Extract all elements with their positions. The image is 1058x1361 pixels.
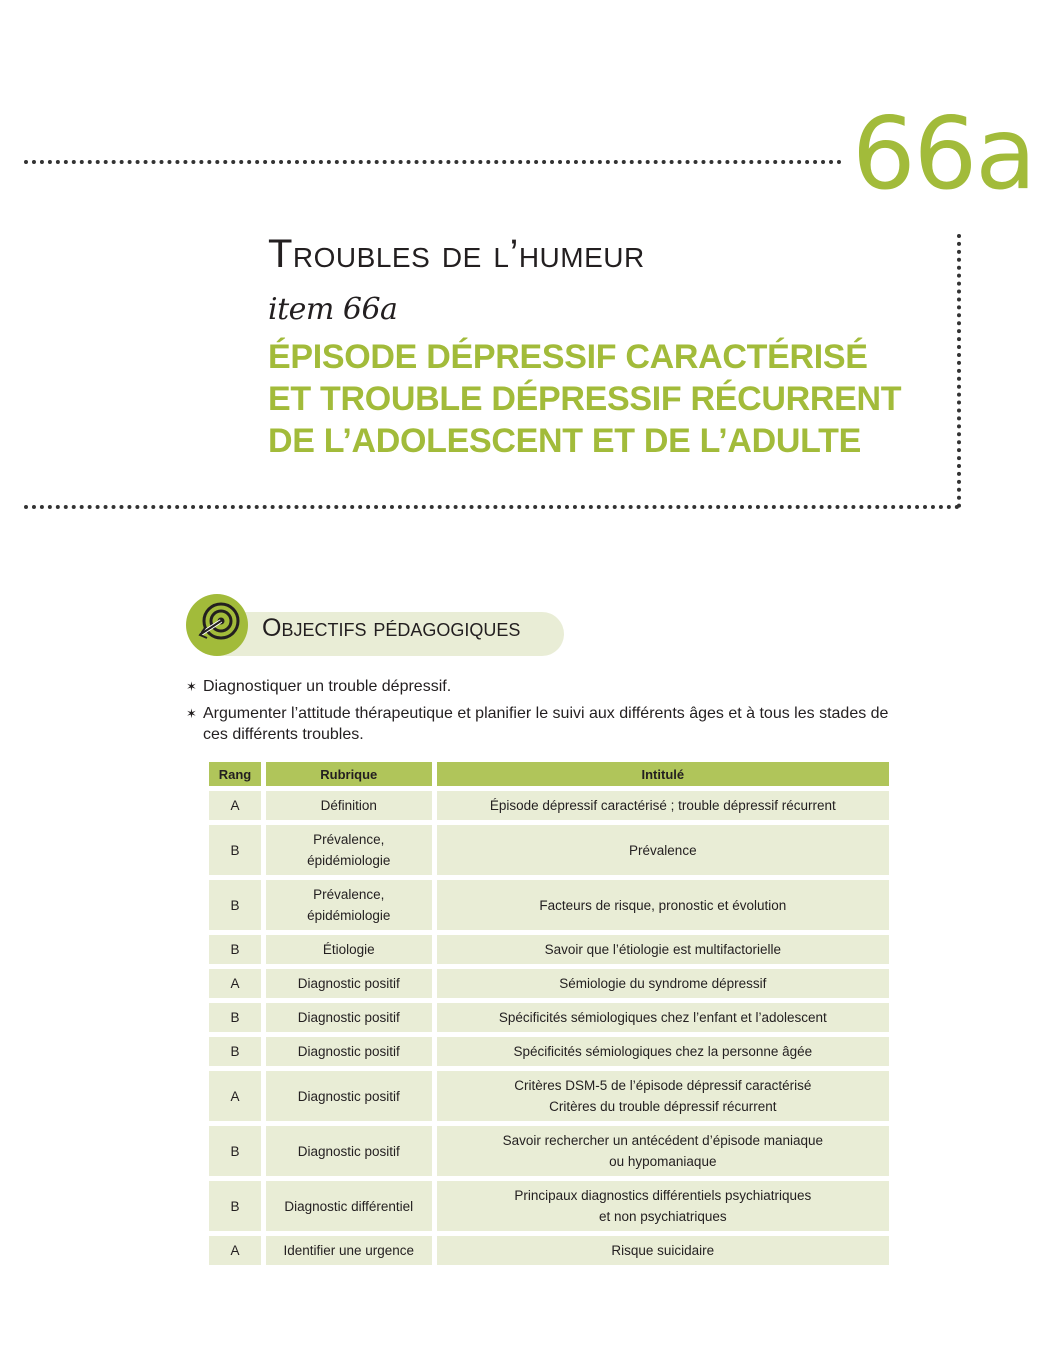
table-header-row	[209, 762, 889, 786]
item-title-line: DE L’ADOLESCENT ET DE L’ADULTE	[268, 422, 861, 460]
objective-text: Argumenter l’attitude thérapeutique et planifier le suivi aux différents âges et à tous les stades de ces différents troubles.	[203, 705, 889, 743]
column-header-intitule: Intitulé	[437, 762, 889, 786]
top-dotted-rule	[24, 160, 842, 164]
cell-rubrique	[266, 969, 432, 998]
cell-rang: A	[209, 1236, 261, 1265]
cell-rang: A	[209, 1071, 261, 1121]
table-row	[209, 880, 889, 930]
cell-rubrique-line: Diagnostic positif	[297, 1010, 400, 1025]
cell-intitule	[437, 1003, 889, 1032]
cell-rang: A	[209, 791, 261, 820]
cell-rubrique	[266, 825, 432, 875]
item-title	[268, 336, 908, 462]
table-row	[209, 1071, 889, 1121]
cell-rubrique-line: Prévalence,	[313, 887, 385, 902]
cell-intitule-line: Sémiologie du syndrome dépressif	[559, 976, 767, 991]
cell-rang: B	[209, 825, 261, 875]
bottom-dotted-rule	[24, 505, 960, 509]
item-label: item 66a	[268, 292, 398, 327]
table-row	[209, 1126, 889, 1176]
cell-intitule-line: Épisode dépressif caractérisé ; trouble dépressif récurrent	[489, 798, 836, 813]
cell-intitule	[437, 1071, 889, 1121]
cell-intitule	[437, 1126, 889, 1176]
cell-rang: B	[209, 935, 261, 964]
cell-rubrique-line: épidémiologie	[307, 853, 391, 868]
table-row	[209, 935, 889, 964]
cell-rubrique-line: épidémiologie	[307, 908, 391, 923]
cell-intitule-line: Principaux diagnostics différentiels psychiatriques	[514, 1188, 812, 1203]
cell-rang: A	[209, 969, 261, 998]
cell-intitule-line: Critères du trouble dépressif récurrent	[549, 1099, 777, 1114]
bullet-star-icon: ✶	[186, 679, 197, 694]
cell-rubrique-line: Diagnostic positif	[297, 1044, 400, 1059]
item-title-line: ET TROUBLE DÉPRESSIF RÉCURRENT	[268, 380, 902, 418]
cell-rubrique	[266, 1236, 432, 1265]
cell-rang: B	[209, 1003, 261, 1032]
cell-rang: B	[209, 1037, 261, 1066]
table-row	[209, 825, 889, 875]
cell-intitule-line: Facteurs de risque, pronostic et évolution	[539, 897, 787, 913]
cell-intitule	[437, 1236, 889, 1265]
objective-text: Diagnostiquer un trouble dépressif.	[203, 678, 452, 695]
table-row	[209, 969, 889, 998]
cell-intitule-line: Savoir que l’étiologie est multifactorielle	[544, 942, 781, 957]
table-row	[209, 791, 889, 820]
cell-intitule-line: Risque suicidaire	[611, 1243, 715, 1258]
list-item	[186, 703, 906, 745]
rank-table	[204, 757, 894, 1270]
table-row	[209, 1181, 889, 1231]
table-row	[209, 1037, 889, 1066]
column-header-rang: Rang	[209, 762, 261, 786]
cell-intitule-line: ou hypomaniaque	[609, 1154, 717, 1169]
cell-rubrique-line: Identifier une urgence	[283, 1243, 415, 1258]
cell-intitule-line: Critères DSM-5 de l’épisode dépressif caractérisé	[514, 1078, 812, 1093]
right-dotted-rule	[957, 234, 961, 508]
cell-rang: B	[209, 1126, 261, 1176]
cell-rubrique	[266, 880, 432, 930]
table-body	[209, 791, 889, 1265]
list-item	[186, 676, 906, 697]
objectives-list	[186, 676, 906, 751]
cell-intitule	[437, 825, 889, 875]
item-title-line: ÉPISODE DÉPRESSIF CARACTÉRISÉ	[268, 338, 868, 376]
cell-intitule	[437, 935, 889, 964]
cell-rang: B	[209, 880, 261, 930]
cell-rubrique	[266, 1181, 432, 1231]
cell-rubrique	[266, 791, 432, 820]
target-icon	[186, 594, 248, 656]
objectives-header	[186, 594, 566, 658]
cell-rubrique	[266, 1126, 432, 1176]
cell-intitule	[437, 969, 889, 998]
chapter-number: 66a	[852, 95, 1035, 212]
cell-intitule-line: Spécificités sémiologiques chez la personne âgée	[513, 1044, 813, 1059]
cell-rubrique	[266, 1071, 432, 1121]
cell-rubrique	[266, 1003, 432, 1032]
table-row	[209, 1236, 889, 1265]
cell-rubrique	[266, 935, 432, 964]
cell-intitule-line: Spécificités sémiologiques chez l’enfant et l’adolescent	[498, 1010, 827, 1025]
cell-rubrique-line: Diagnostic positif	[297, 1088, 400, 1104]
cell-intitule-line: Savoir rechercher un antécédent d’épisode maniaque	[502, 1133, 824, 1148]
cell-rubrique-line: Diagnostic positif	[297, 976, 400, 991]
table-row	[209, 1003, 889, 1032]
cell-intitule	[437, 1037, 889, 1066]
cell-rubrique-line: Diagnostic différentiel	[284, 1198, 414, 1214]
cell-intitule-line: Prévalence	[629, 842, 697, 858]
cell-intitule-line: et non psychiatriques	[599, 1209, 727, 1224]
objectives-heading: Objectifs pédagogiques	[262, 614, 521, 642]
cell-rubrique-line: Définition	[320, 798, 377, 813]
cell-rubrique-line: Étiologie	[322, 942, 375, 957]
cell-intitule	[437, 1181, 889, 1231]
cell-rubrique-line: Diagnostic positif	[297, 1143, 400, 1159]
cell-rang: B	[209, 1181, 261, 1231]
cell-intitule	[437, 791, 889, 820]
cell-rubrique-line: Prévalence,	[313, 832, 385, 847]
column-header-rubrique: Rubrique	[266, 762, 432, 786]
section-title: Troubles de l’humeur	[268, 232, 645, 276]
bullet-star-icon: ✶	[186, 706, 197, 721]
cell-intitule	[437, 880, 889, 930]
cell-rubrique	[266, 1037, 432, 1066]
